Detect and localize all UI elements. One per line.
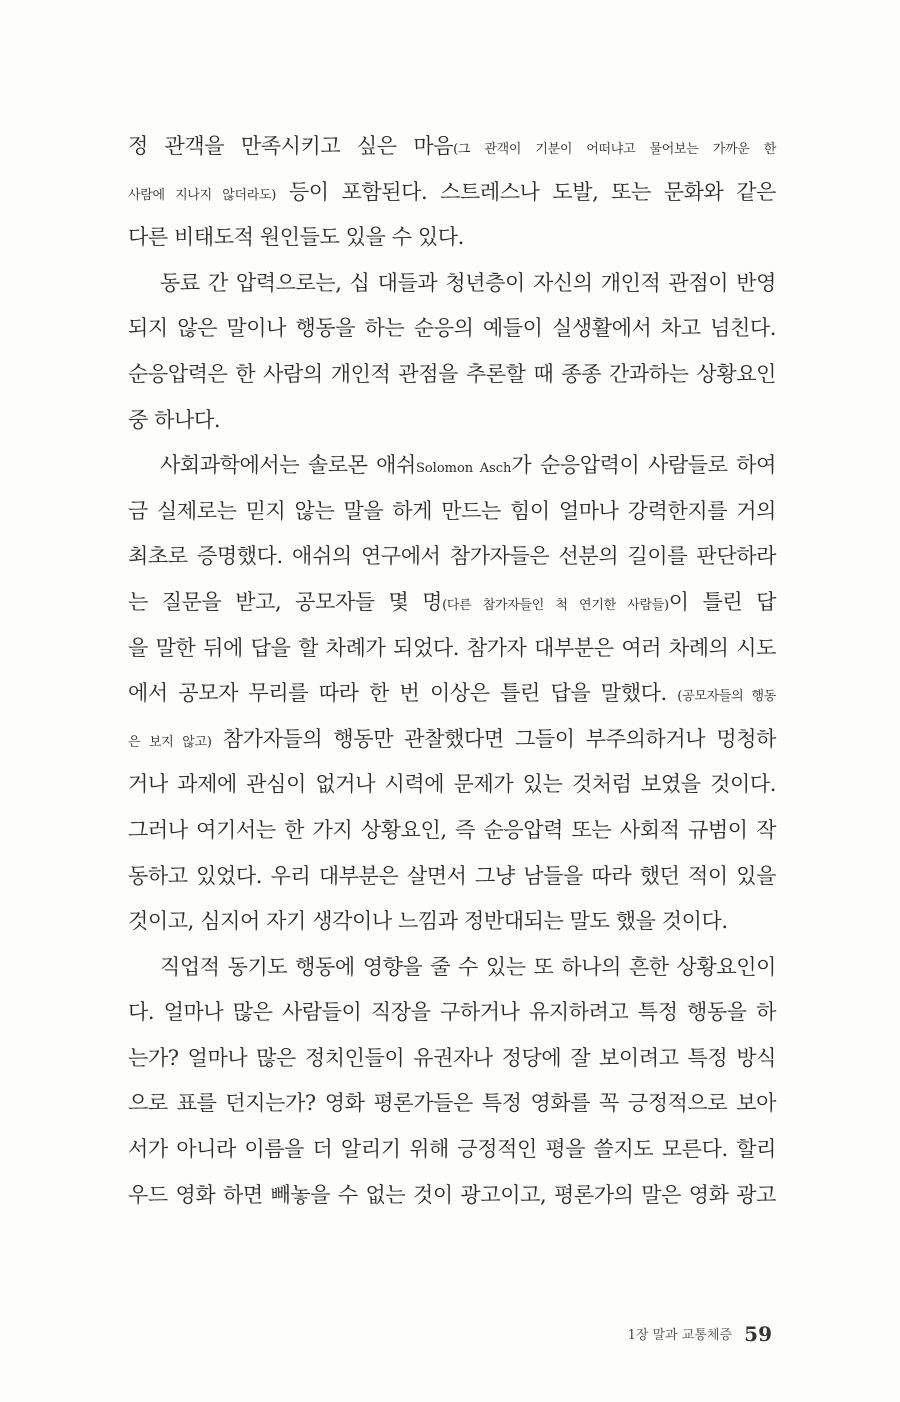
text-line [128,398,776,444]
text-run: 에서 공모자 무리를 따라 한 번 이상은 틀린 답을 말했다. [128,681,678,706]
text-line [128,945,776,991]
text-run: 다른 비태도적 원인들도 있을 수 있다. [128,225,464,250]
text-line [128,215,776,261]
text-line [128,1036,776,1082]
parenthetical-text: 은 보지 않고) [128,734,212,750]
text-run: 가 순응압력이 사람들로 하여 [511,453,776,478]
text-run: 으로 표를 던지는가? 영화 평론가들은 특정 영화를 꼭 긍정적으로 보아 [128,1091,776,1116]
text-line [128,352,776,398]
text-line [128,489,776,535]
text-line [128,1127,776,1173]
paragraph [128,945,776,1219]
text-run: 직업적 동기도 행동에 영향을 줄 수 있는 또 하나의 흔한 상황요인이 [160,954,776,979]
running-header-chapter: 1장 말과 교통체증 [627,1328,733,1343]
text-line [128,261,776,307]
text-line [128,717,776,763]
text-run: 정 관객을 만족시키고 싶은 마음 [128,134,454,158]
text-line [128,899,776,945]
text-run: 최초로 증명했다. 애쉬의 연구에서 참가자들은 선분의 길이를 판단하라 [128,544,776,569]
text-line [128,854,776,900]
text-run: 우드 영화 하면 빼놓을 수 없는 것이 광고이고, 평론가의 말은 영화 광고 [128,1182,776,1207]
text-line [128,534,776,580]
text-line [128,170,776,216]
text-run: 이 틀린 답 [668,589,776,614]
page-footer [628,1322,772,1348]
text-line [128,626,776,672]
text-line [128,762,776,808]
page-number: 59 [744,1322,772,1346]
text-run: 중 하나다. [128,407,221,432]
text-run: 순응압력은 한 사람의 개인적 관점을 추론할 때 종종 간과하는 상황요인 [128,361,776,386]
body-text [128,124,776,1218]
text-line [128,580,776,626]
text-line [128,1173,776,1219]
text-run: 동료 간 압력으로는, 십 대들과 청년층이 자신의 개인적 관점이 반영 [160,270,776,295]
text-run: 는 질문을 받고, 공모자들 몇 명 [128,589,443,614]
text-line [128,443,776,489]
text-run: 그러나 여기서는 한 가지 상황요인, 즉 순응압력 또는 사회적 규범이 작 [128,817,776,842]
paragraph [128,443,776,945]
text-line [128,671,776,717]
text-run: 거나 과제에 관심이 없거나 시력에 문제가 있는 것처럼 보였을 것이다. [128,772,776,797]
text-run: 다. 얼마나 많은 사람들이 직장을 구하거나 유지하려고 특정 행동을 하 [128,1000,776,1025]
paragraph [128,124,776,261]
text-run: 것이고, 심지어 자기 생각이나 느낌과 정반대되는 말도 했을 것이다. [128,909,728,934]
parenthetical-text: (그 관객이 기분이 어떠냐고 물어보는 가까운 한 [453,142,776,157]
paragraph [128,261,776,443]
text-line [128,808,776,854]
text-run: 금 실제로는 믿지 않는 말을 하게 만드는 힘이 얼마나 강력한지를 거의 [128,498,776,523]
text-run: 되지 않은 말이나 행동을 하는 순응의 예들이 실생활에서 차고 넘친다. [128,316,776,341]
text-line [128,306,776,352]
text-line [128,990,776,1036]
text-run: 사회과학에서는 솔로몬 애쉬 [160,453,416,478]
text-run: 서가 아니라 이름을 더 알리기 위해 긍정적인 평을 쓸지도 모른다. 할리 [128,1137,776,1162]
text-line [128,124,776,170]
text-line [128,1081,776,1127]
text-run: 는가? 얼마나 많은 정치인들이 유권자나 정당에 잘 보이려고 특정 방식 [128,1045,776,1070]
parenthetical-text: (공모자들의 행동 [677,689,776,705]
latin-name: Solomon Asch [415,461,512,477]
parenthetical-text: 사람에 지나지 않더라도) [128,187,277,203]
text-run: 을 말한 뒤에 답을 할 차례가 되었다. 참가자 대부분은 여러 차례의 시도 [128,635,776,660]
text-run: 동하고 있었다. 우리 대부분은 살면서 그냥 남들을 따라 했던 적이 있을 [128,863,776,888]
parenthetical-text: (다른 참가자들인 척 연기한 사람들) [442,597,669,613]
text-run: 등이 포함된다. 스트레스나 도발, 또는 문화와 같은 [276,179,776,204]
text-run: 참가자들의 행동만 관찰했다면 그들이 부주의하거나 멍청하 [211,726,776,751]
